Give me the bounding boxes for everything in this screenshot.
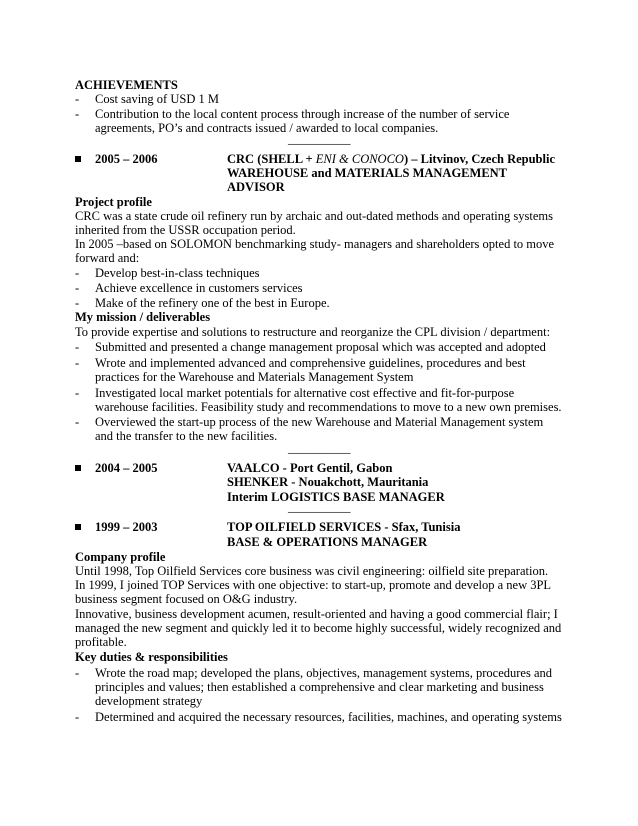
profile-text: managed the new segment and quickly led it to become highly successful, widely recognized and	[75, 621, 562, 635]
mission-item: Investigated local market potentials for alternative cost effective and fit-for-purpose	[95, 386, 515, 400]
dash-bullet: -	[75, 107, 80, 121]
achievements-heading: ACHIEVEMENTS	[75, 78, 178, 92]
dash-bullet: -	[75, 281, 80, 295]
job-company: TOP OILFIELD SERVICES - Sfax, Tunisia	[227, 520, 461, 534]
job-title: Interim LOGISTICS BASE MANAGER	[227, 490, 445, 504]
profile-text: profitable.	[75, 635, 127, 649]
separator: __________	[288, 441, 351, 455]
profile-text: business segment focused on O&G industry.	[75, 592, 298, 606]
mission-heading: My mission / deliverables	[75, 310, 211, 324]
duty-item: Wrote the road map; developed the plans, objectives, management systems, procedures and	[95, 666, 552, 680]
profile-text: inherited from the USSR occupation period.	[75, 223, 296, 237]
mission-item-cont: and the transfer to the new facilities.	[95, 429, 278, 443]
job-title: BASE & OPERATIONS MANAGER	[227, 535, 428, 549]
duty-item-cont: development strategy	[95, 694, 203, 708]
mission-intro: To provide expertise and solutions to restructure and reorganize the CPL division / department:	[75, 325, 551, 339]
job-company-2: SHENKER - Nouakchott, Mauritania	[227, 475, 429, 489]
profile-text: Until 1998, Top Oilfield Services core business was civil engineering: oilfield site preparation.	[75, 564, 549, 578]
job-title-cont: ADVISOR	[227, 180, 285, 194]
profile-text: In 1999, I joined TOP Services with one objective: to start-up, promote and develop a new 3PL	[75, 578, 552, 592]
achievement-item-cont: agreements, PO’s and contracts issued / awarded to local companies.	[95, 121, 439, 135]
mission-item: Overviewed the start-up process of the new Warehouse and Material Management system	[95, 415, 544, 429]
achievement-item: Contribution to the local content process through increase of the number of service	[95, 107, 510, 121]
separator: __________	[288, 500, 351, 514]
job-company: CRC (SHELL + ENI & CONOCO) – Litvinov, Czech Republic	[227, 152, 555, 166]
job-title: WAREHOUSE and MATERIALS MANAGEMENT	[227, 166, 508, 180]
dash-bullet: -	[75, 666, 80, 680]
mission-item: Submitted and presented a change management proposal which was accepted and adopted	[95, 340, 546, 354]
dash-bullet: -	[75, 415, 80, 429]
forward-item: Achieve excellence in customers services	[95, 281, 303, 295]
job-dates: 2005 – 2006	[95, 152, 158, 166]
duty-item: Determined and acquired the necessary resources, facilities, machines, and operating systems	[95, 710, 562, 724]
company-profile-heading: Company profile	[75, 550, 166, 564]
dash-bullet: -	[75, 266, 80, 280]
forward-item: Develop best-in-class techniques	[95, 266, 260, 280]
square-bullet	[75, 465, 81, 471]
job-dates: 2004 – 2005	[95, 461, 158, 475]
forward-item: Make of the refinery one of the best in Europe.	[95, 296, 330, 310]
job-dates: 1999 – 2003	[95, 520, 158, 534]
dash-bullet: -	[75, 340, 80, 354]
duty-item-cont: principles and values; then established a comprehensive and clear marketing and business	[95, 680, 544, 694]
duties-heading: Key duties & responsibilities	[75, 650, 228, 664]
achievement-item: Cost saving of USD 1 M	[95, 92, 219, 106]
mission-item-cont: warehouse facilities. Feasibility study and recommendations to move to a new own premises.	[95, 400, 562, 414]
dash-bullet: -	[75, 710, 80, 724]
mission-item: Wrote and implemented advanced and comprehensive guidelines, procedures and best	[95, 356, 526, 370]
dash-bullet: -	[75, 296, 80, 310]
square-bullet	[75, 524, 81, 530]
dash-bullet: -	[75, 356, 80, 370]
job-company: VAALCO - Port Gentil, Gabon	[227, 461, 393, 475]
project-profile-heading: Project profile	[75, 195, 152, 209]
profile-text: Innovative, business development acumen, result-oriented and having a good commercial flair; I	[75, 607, 558, 621]
dash-bullet: -	[75, 386, 80, 400]
profile-text: In 2005 –based on SOLOMON benchmarking study- managers and shareholders opted to move	[75, 237, 555, 251]
mission-item-cont: practices for the Warehouse and Materials Management System	[95, 370, 414, 384]
profile-text: forward and:	[75, 251, 140, 265]
profile-text: CRC was a state crude oil refinery run by archaic and out-dated methods and operating systems	[75, 209, 553, 223]
dash-bullet: -	[75, 92, 80, 106]
separator: __________	[288, 132, 351, 146]
square-bullet	[75, 156, 81, 162]
